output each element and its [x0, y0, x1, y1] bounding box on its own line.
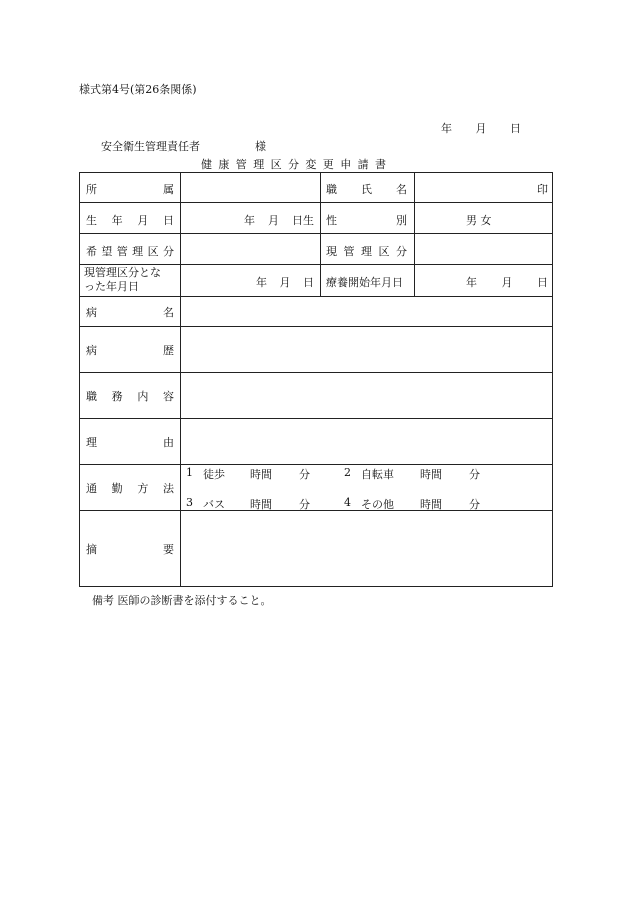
form-number: 様式第4号(第26条関係) [79, 83, 197, 96]
addressee-honorific: 様 [255, 140, 266, 153]
header-date-month: 月 [475, 122, 487, 135]
label-reason: 理 由 [86, 436, 174, 449]
field-affiliation[interactable] [184, 175, 316, 200]
label-current-class: 現 管 理 区 分 [326, 245, 407, 258]
label-history: 病 歴 [86, 344, 174, 357]
label-commute: 通 勤 方 法 [86, 482, 174, 495]
field-desired-class[interactable] [184, 236, 316, 261]
addressee-name: 安全衛生管理責任者 [101, 140, 200, 153]
since-month: 月 [279, 276, 291, 289]
field-reason[interactable] [184, 421, 548, 461]
label-sex: 性 別 [326, 214, 407, 227]
header-date-year: 年 [441, 122, 452, 135]
class-since-date[interactable] [256, 274, 314, 290]
since-year: 年 [256, 276, 267, 289]
label-desired-class: 希 望 管 理 区 分 [86, 245, 174, 258]
addressee [101, 138, 266, 154]
birth-month: 月 [268, 214, 279, 227]
form-table: 所 属 職 氏 名 印 生 年 月 日 年 月 日生 性 別 男 女 希 望 管 理 区 分 現 管 理 区 分 現管理区分とな った年月日 年 月 日 療養開始年月日 年 月 日 病 名 病 歴 職 務 内 容 理 由 通 勤 方 法 1 徒歩 時間 分 2 自転車 時間 分 3 バス 時間 分 4 その他 時間 分 摘 要 [79, 172, 553, 587]
sex-options[interactable]: 男 女 [466, 214, 492, 227]
treatment-start-date[interactable] [466, 274, 548, 290]
label-name: 職 氏 名 [326, 183, 407, 196]
treatment-month: 月 [501, 276, 513, 289]
field-current-class[interactable] [418, 236, 550, 261]
birth-year: 年 [244, 214, 255, 227]
document-title: 健康管理区分変更申請書 [201, 158, 393, 171]
label-treatment-start: 療養開始年月日 [326, 276, 403, 289]
label-birthdate: 生 年 月 日 [86, 214, 174, 227]
field-history[interactable] [184, 329, 548, 369]
label-duties: 職 務 内 容 [86, 390, 174, 403]
remarks-note: 備考 医師の診断書を添付すること。 [92, 594, 272, 607]
field-disease[interactable] [184, 299, 548, 323]
label-summary: 摘 要 [86, 543, 174, 556]
birth-day: 日生 [292, 214, 314, 227]
field-summary[interactable] [184, 514, 548, 582]
treatment-year: 年 [466, 276, 477, 289]
seal-mark: 印 [537, 183, 548, 196]
label-affiliation: 所 属 [86, 183, 174, 196]
treatment-day: 日 [537, 276, 548, 289]
label-disease: 病 名 [86, 306, 174, 319]
since-day: 日 [303, 276, 314, 289]
header-date-day: 日 [510, 122, 521, 135]
header-date [441, 120, 521, 136]
birthdate-value[interactable] [244, 212, 314, 228]
field-duties[interactable] [184, 375, 548, 415]
label-class-since: 現管理区分とな った年月日 [84, 266, 161, 293]
